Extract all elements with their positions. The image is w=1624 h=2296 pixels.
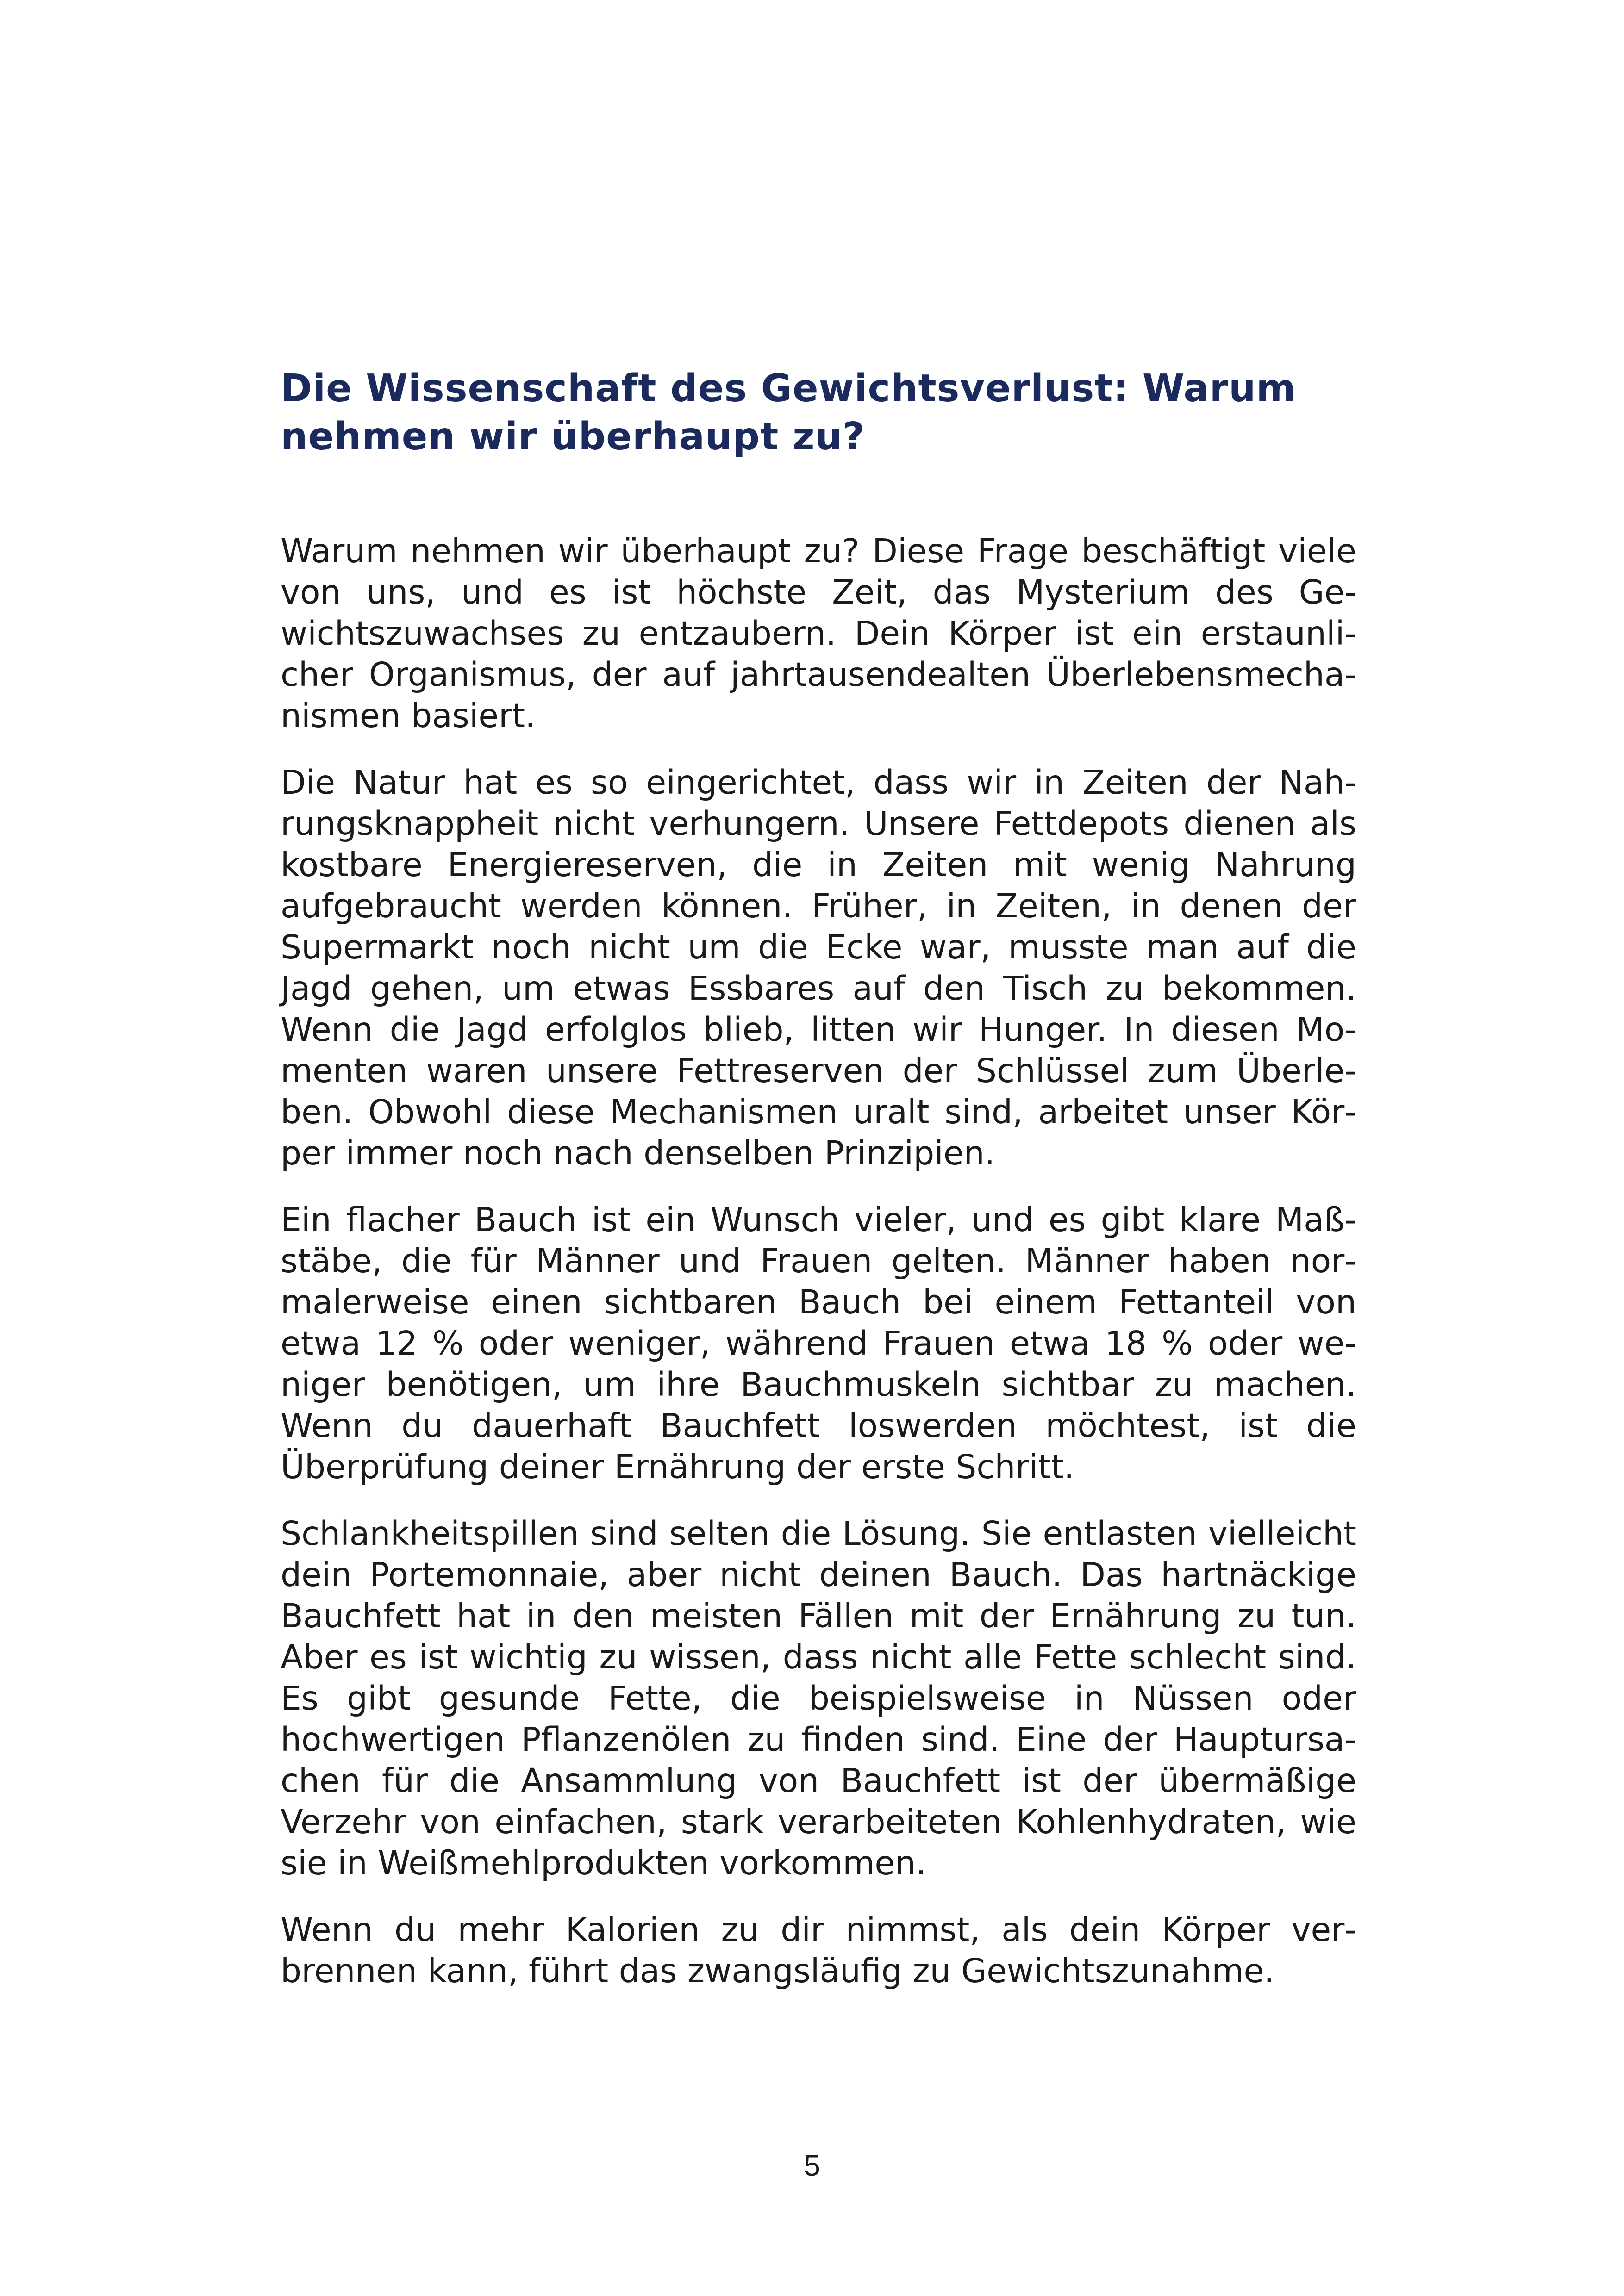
chapter-heading: Die Wissenschaft des Gewichtsverlust: Warum nehmen wir überhaupt zu? (281, 367, 1296, 459)
paragraph-3: Ein flacher Bauch ist ein Wunsch vieler, und es gibt klare Maßstäbe, die für Männer und Frauen gelten. Männer haben normalerweise einen sichtbaren Bauch bei einem Fettanteil von etwa 12 % oder weniger, während Frauen etwa 18 % oder weniger benötigen, um ihre Bauchmuskeln sichtbar zu machen. Wenn du dauerhaft Bauchfett loswerden möchtest, ist die Überprüfung deiner Ernährung der erste Schritt. (281, 1201, 1356, 1486)
paragraph-1: Warum nehmen wir überhaupt zu? Diese Frage beschäftigt viele von uns, und es ist höchste Zeit, das Mysterium des Gewichtszuwachses zu entzaubern. Dein Körper ist ein erstaunlicher Organismus, der auf jahrtausendealten Überlebensmechanismen basiert. (281, 532, 1356, 735)
paragraph-5: Wenn du mehr Kalorien zu dir nimmst, als dein Körper verbrennen kann, führt das zwangsläufig zu Gewichtszunahme. (281, 1910, 1356, 1990)
page-number: 5 (804, 2149, 820, 2182)
paragraph-4: Schlankheitspillen sind selten die Lösung. Sie entlasten vielleicht dein Portemonnaie, aber nicht deinen Bauch. Das hartnäckige Bauchfett hat in den meisten Fällen mit der Ernährung zu tun. Aber es ist wichtig zu wissen, dass nicht alle Fette schlecht sind. Es gibt gesunde Fette, die beispielsweise in Nüssen oder hochwertigen Pflanzenölen zu finden sind. Eine der Hauptursachen für die Ansammlung von Bauchfett ist der übermäßige Verzehr von einfachen, stark verarbeiteten Kohlenhydraten, wie sie in Weißmehlprodukten vorkommen. (281, 1514, 1356, 1882)
page-content (281, 365, 1356, 2017)
body-text (281, 530, 1356, 1991)
paragraph-2: Die Natur hat es so eingerichtet, dass wir in Zeiten der Nahrungsknappheit nicht verhungern. Unsere Fettdepots dienen als kostbare Energiereserven, die in Zeiten mit wenig Nahrung aufgebraucht werden können. Früher, in Zeiten, in denen der Supermarkt noch nicht um die Ecke war, musste man auf die Jagd gehen, um etwas Essbares auf den Tisch zu bekommen. Wenn die Jagd erfolglos blieb, litten wir Hunger. In diesen Momenten waren unsere Fettreserven der Schlüssel zum Überleben. Obwohl diese Mechanismen uralt sind, arbeitet unser Körper immer noch nach denselben Prinzipien. (281, 763, 1356, 1172)
